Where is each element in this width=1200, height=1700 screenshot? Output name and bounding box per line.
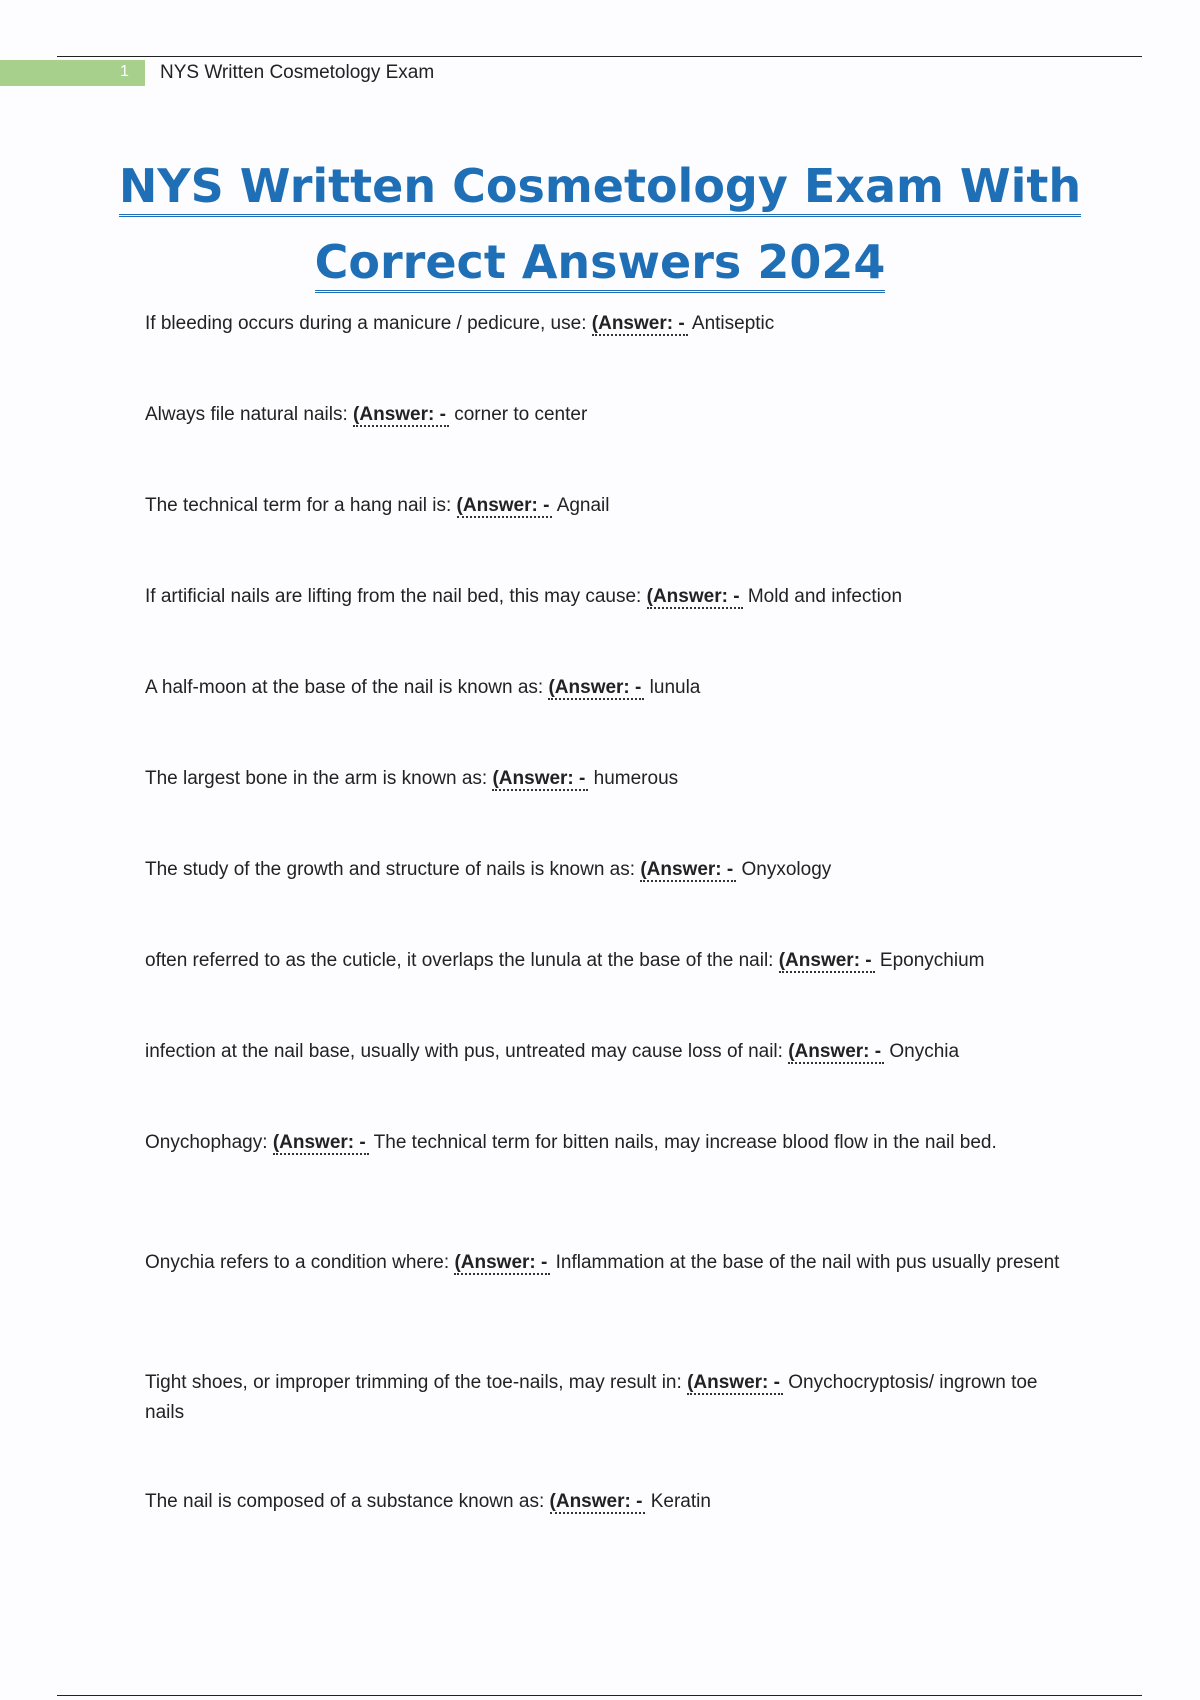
answer-marker: (Answer: - bbox=[492, 768, 588, 791]
question-text: The largest bone in the arm is known as: bbox=[145, 768, 488, 789]
answer-marker: (Answer: - bbox=[457, 495, 553, 518]
answer-text: lunula bbox=[649, 677, 701, 698]
qa-item bbox=[145, 946, 1065, 976]
qa-item bbox=[145, 309, 1065, 339]
qa-item bbox=[145, 673, 1065, 703]
answer-text: The technical term for bitten nails, may increase blood flow in the nail bed. bbox=[373, 1132, 997, 1153]
qa-item bbox=[145, 1037, 1065, 1067]
question-text: A half-moon at the base of the nail is known as: bbox=[145, 677, 544, 698]
answer-marker: (Answer: - bbox=[779, 950, 875, 973]
question-text: Onychia refers to a condition where: bbox=[145, 1252, 450, 1273]
qa-item bbox=[145, 1248, 1065, 1278]
answer-marker: (Answer: - bbox=[788, 1041, 884, 1064]
answer-text: Onychia bbox=[889, 1041, 960, 1062]
answer-text: humerous bbox=[593, 768, 679, 789]
question-text: Tight shoes, or improper trimming of the toe-nails, may result in: bbox=[145, 1372, 682, 1393]
qa-item bbox=[145, 1487, 1065, 1517]
answer-text: corner to center bbox=[454, 404, 588, 425]
answer-text: Onyxology bbox=[741, 859, 832, 880]
answer-marker: (Answer: - bbox=[592, 313, 688, 336]
answer-marker: (Answer: - bbox=[548, 677, 644, 700]
qa-item bbox=[145, 400, 1065, 430]
question-text: infection at the nail base, usually with pus, untreated may cause loss of nail: bbox=[145, 1041, 783, 1062]
answer-marker: (Answer: - bbox=[353, 404, 449, 427]
answer-text: Mold and infection bbox=[747, 586, 903, 607]
answer-marker: (Answer: - bbox=[647, 586, 743, 609]
question-text: If bleeding occurs during a manicure / pedicure, use: bbox=[145, 313, 587, 334]
answer-text: Keratin bbox=[650, 1491, 711, 1512]
answer-text: Inflammation at the base of the nail with pus usually present bbox=[555, 1252, 1060, 1273]
question-text: often referred to as the cuticle, it overlaps the lunula at the base of the nail: bbox=[145, 950, 774, 971]
answer-text: Eponychium bbox=[879, 950, 985, 971]
document-title bbox=[100, 148, 1100, 300]
qa-item bbox=[145, 491, 1065, 521]
page-number: 1 bbox=[120, 63, 129, 80]
qa-item bbox=[145, 582, 1065, 612]
answer-marker: (Answer: - bbox=[550, 1491, 646, 1514]
answer-marker: (Answer: - bbox=[640, 859, 736, 882]
answer-marker: (Answer: - bbox=[454, 1252, 550, 1275]
question-text: If artificial nails are lifting from the nail bed, this may cause: bbox=[145, 586, 642, 607]
answer-text: Onychocryptosis/ ingrown toe nails bbox=[145, 1372, 1038, 1423]
running-header-title: NYS Written Cosmetology Exam bbox=[160, 62, 435, 83]
header-rule bbox=[57, 56, 1142, 57]
qa-item bbox=[145, 855, 1065, 885]
qa-item bbox=[145, 1128, 1065, 1158]
document-title-line-2: Correct Answers 2024 bbox=[315, 235, 886, 293]
question-text: The study of the growth and structure of nails is known as: bbox=[145, 859, 636, 880]
footer-rule bbox=[57, 1695, 1142, 1696]
qa-item bbox=[145, 1368, 1065, 1428]
question-text: Onychophagy: bbox=[145, 1132, 268, 1153]
answer-marker: (Answer: - bbox=[687, 1372, 783, 1395]
question-text: The nail is composed of a substance known as: bbox=[145, 1491, 545, 1512]
answer-text: Agnail bbox=[556, 495, 610, 516]
document-title-line-1: NYS Written Cosmetology Exam With bbox=[119, 159, 1081, 217]
question-text: The technical term for a hang nail is: bbox=[145, 495, 452, 516]
qa-item bbox=[145, 764, 1065, 794]
question-text: Always file natural nails: bbox=[145, 404, 348, 425]
answer-marker: (Answer: - bbox=[273, 1132, 369, 1155]
answer-text: Antiseptic bbox=[691, 313, 775, 334]
